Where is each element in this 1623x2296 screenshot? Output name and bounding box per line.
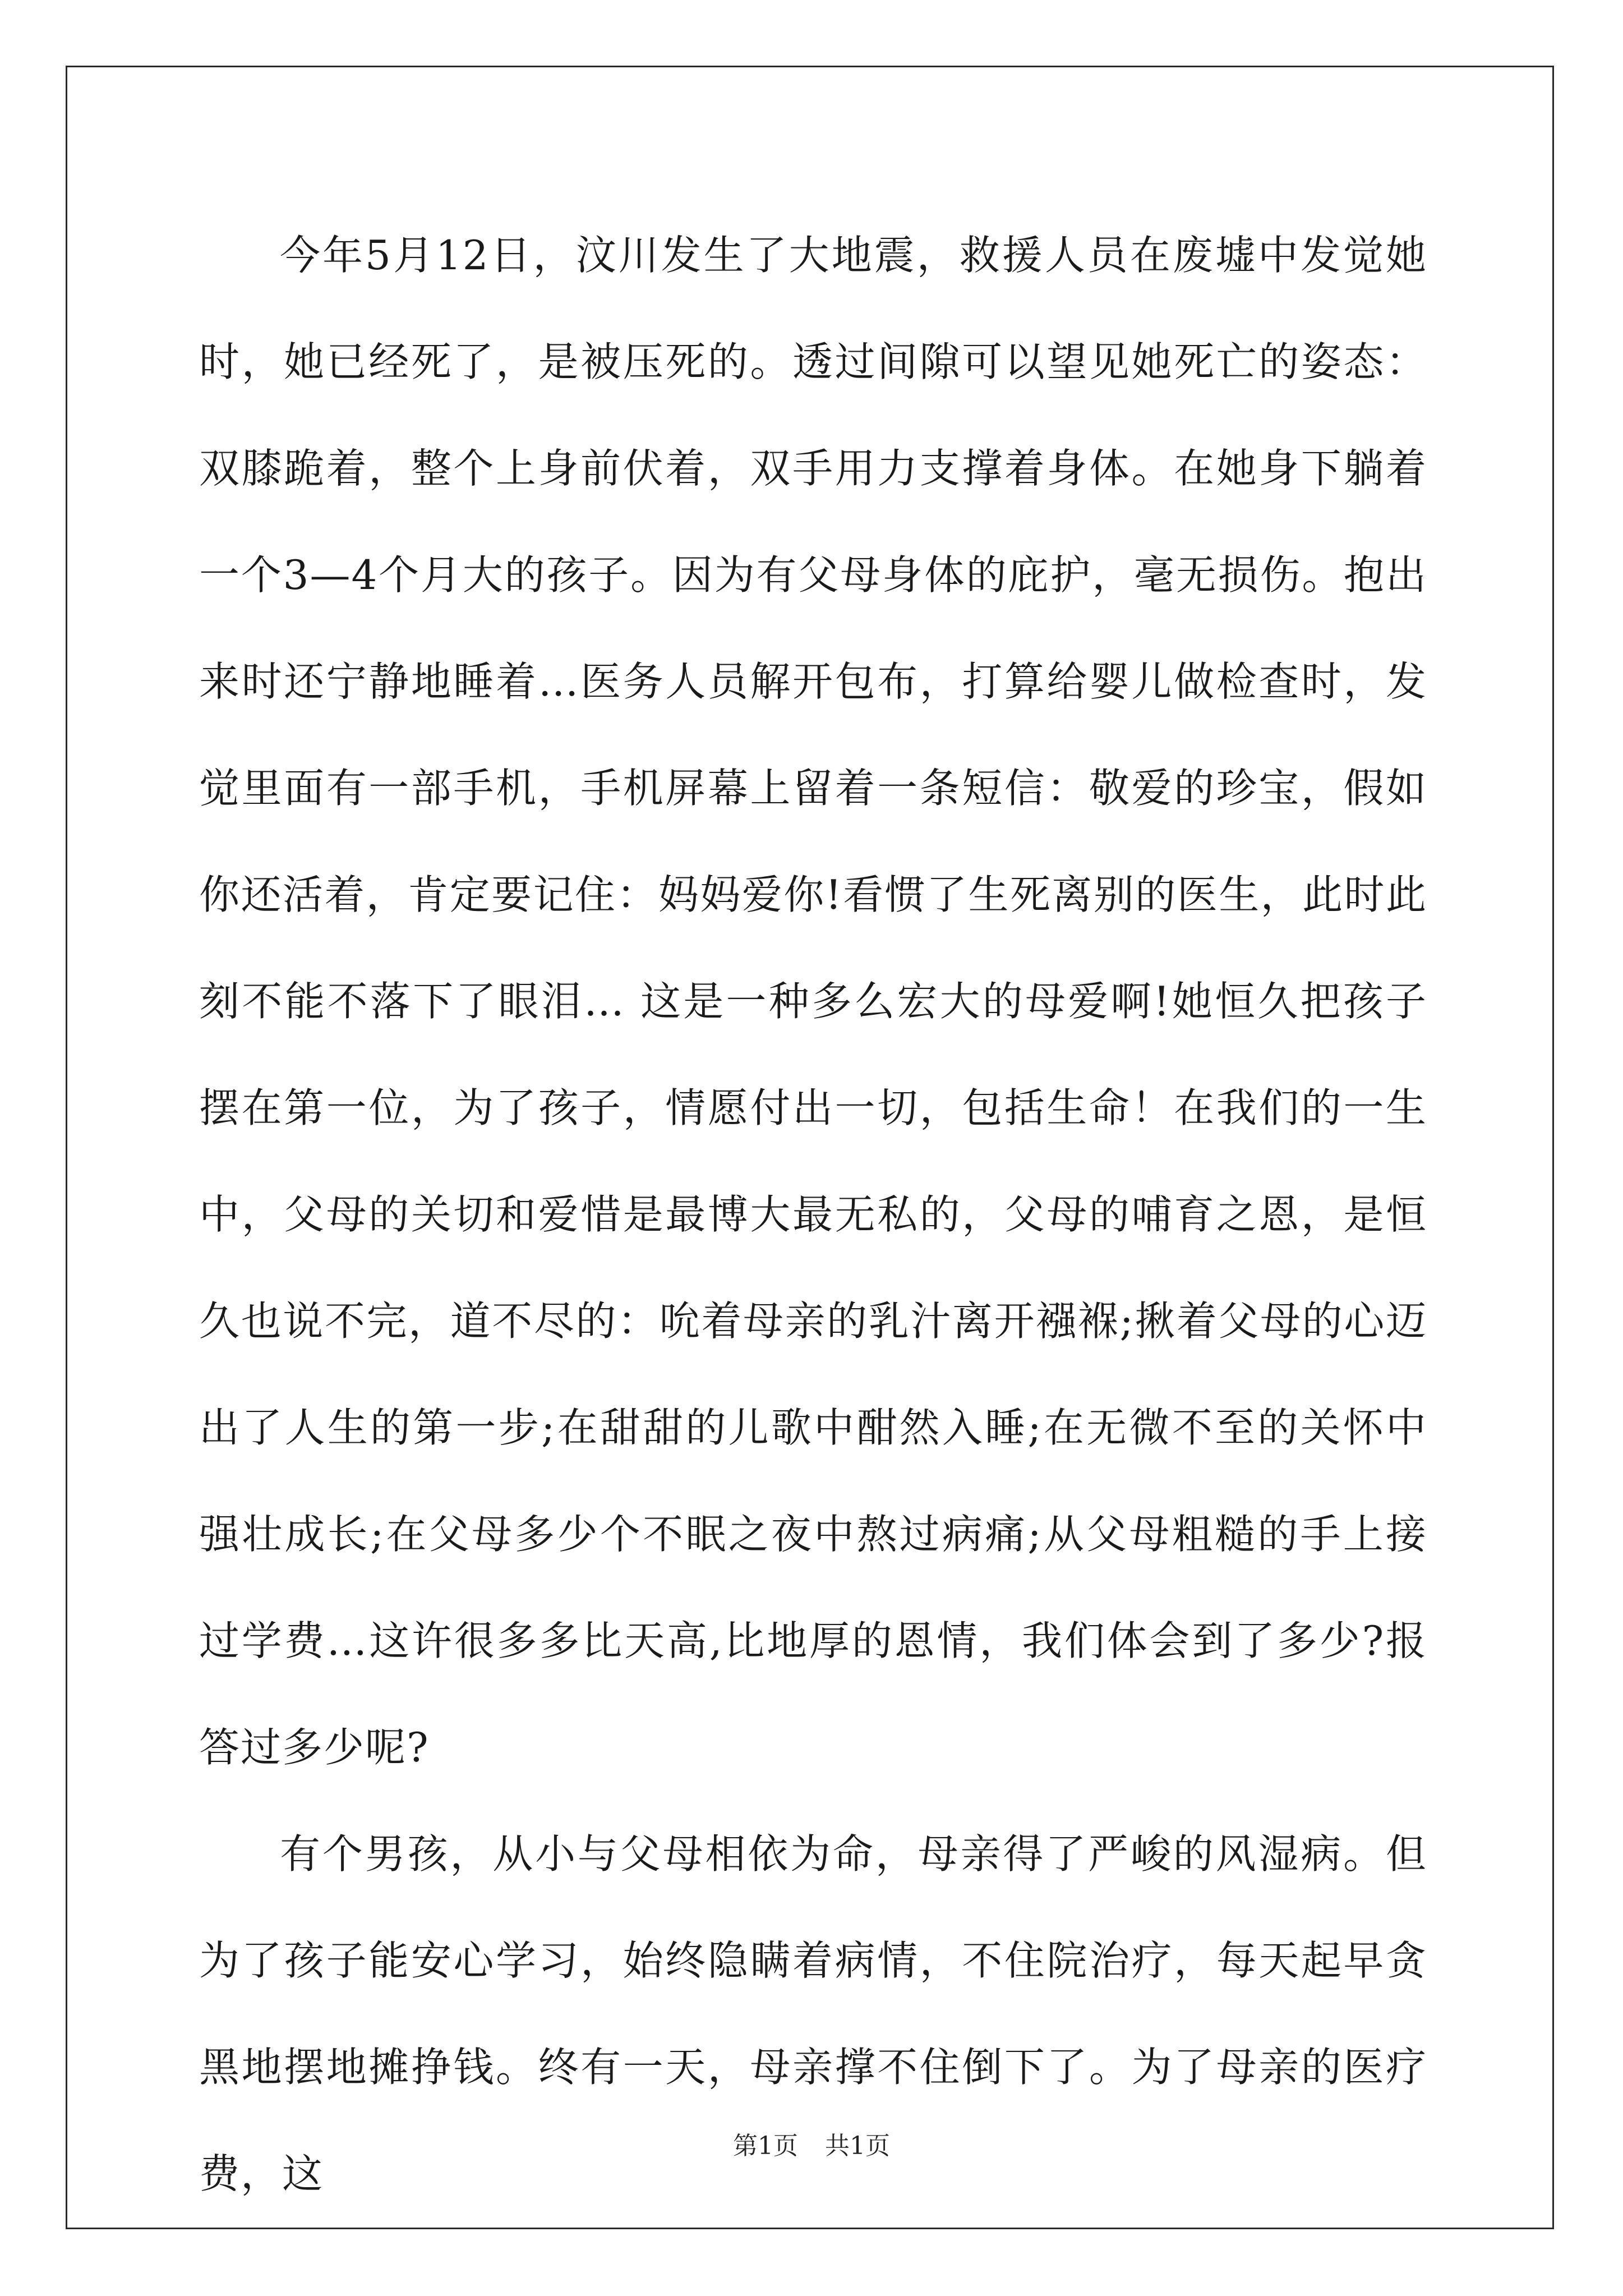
document-body — [199, 202, 1427, 2227]
paragraph-2: 有个男孩，从小与父母相依为命，母亲得了严峻的风湿病。但为了孩子能安心学习，始终隐瞒着病情，不住院治疗，每天起早贪黑地摆地摊挣钱。终有一天，母亲撑不住倒下了。为了母亲的医疗费，这 — [199, 1830, 1427, 2197]
page-number: 第1页 — [733, 2132, 798, 2160]
page-footer — [0, 2129, 1623, 2163]
paragraph-1: 今年5月12日，汶川发生了大地震，救援人员在废墟中发觉她时，她已经死了，是被压死的。透过间隙可以望见她死亡的姿态：双膝跪着，整个上身前伏着，双手用力支撑着身体。在她身下躺着一个3—4个月大的孩子。因为有父母身体的庇护，毫无损伤。抱出来时还宁静地睡着…医务人员解开包布，打算给婴儿做检查时，发觉里面有一部手机，手机屏幕上留着一条短信：敬爱的珍宝，假如你还活着，肯定要记住：妈妈爱你!看惯了生死离别的医生，此时此刻不能不落下了眼泪… 这是一种多么宏大的母爱啊!她恒久把孩子摆在第一位，为了孩子，情愿付出一切，包括生命！在我们的一生中，父母的关切和爱惜是最博大最无私的，父母的哺育之恩，是恒久也说不完，道不尽的：吮着母亲的乳汁离开襁褓;揪着父母的心迈出了人生的第一步;在甜甜的儿歌中酣然入睡;在无微不至的关怀中强壮成长;在父母多少个不眠之夜中熬过病痛;从父母粗糙的手上接过学费…这许很多多比天高,比地厚的恩情，我们体会到了多少?报答过多少呢? — [199, 232, 1427, 1771]
page-total: 共1页 — [825, 2132, 890, 2160]
